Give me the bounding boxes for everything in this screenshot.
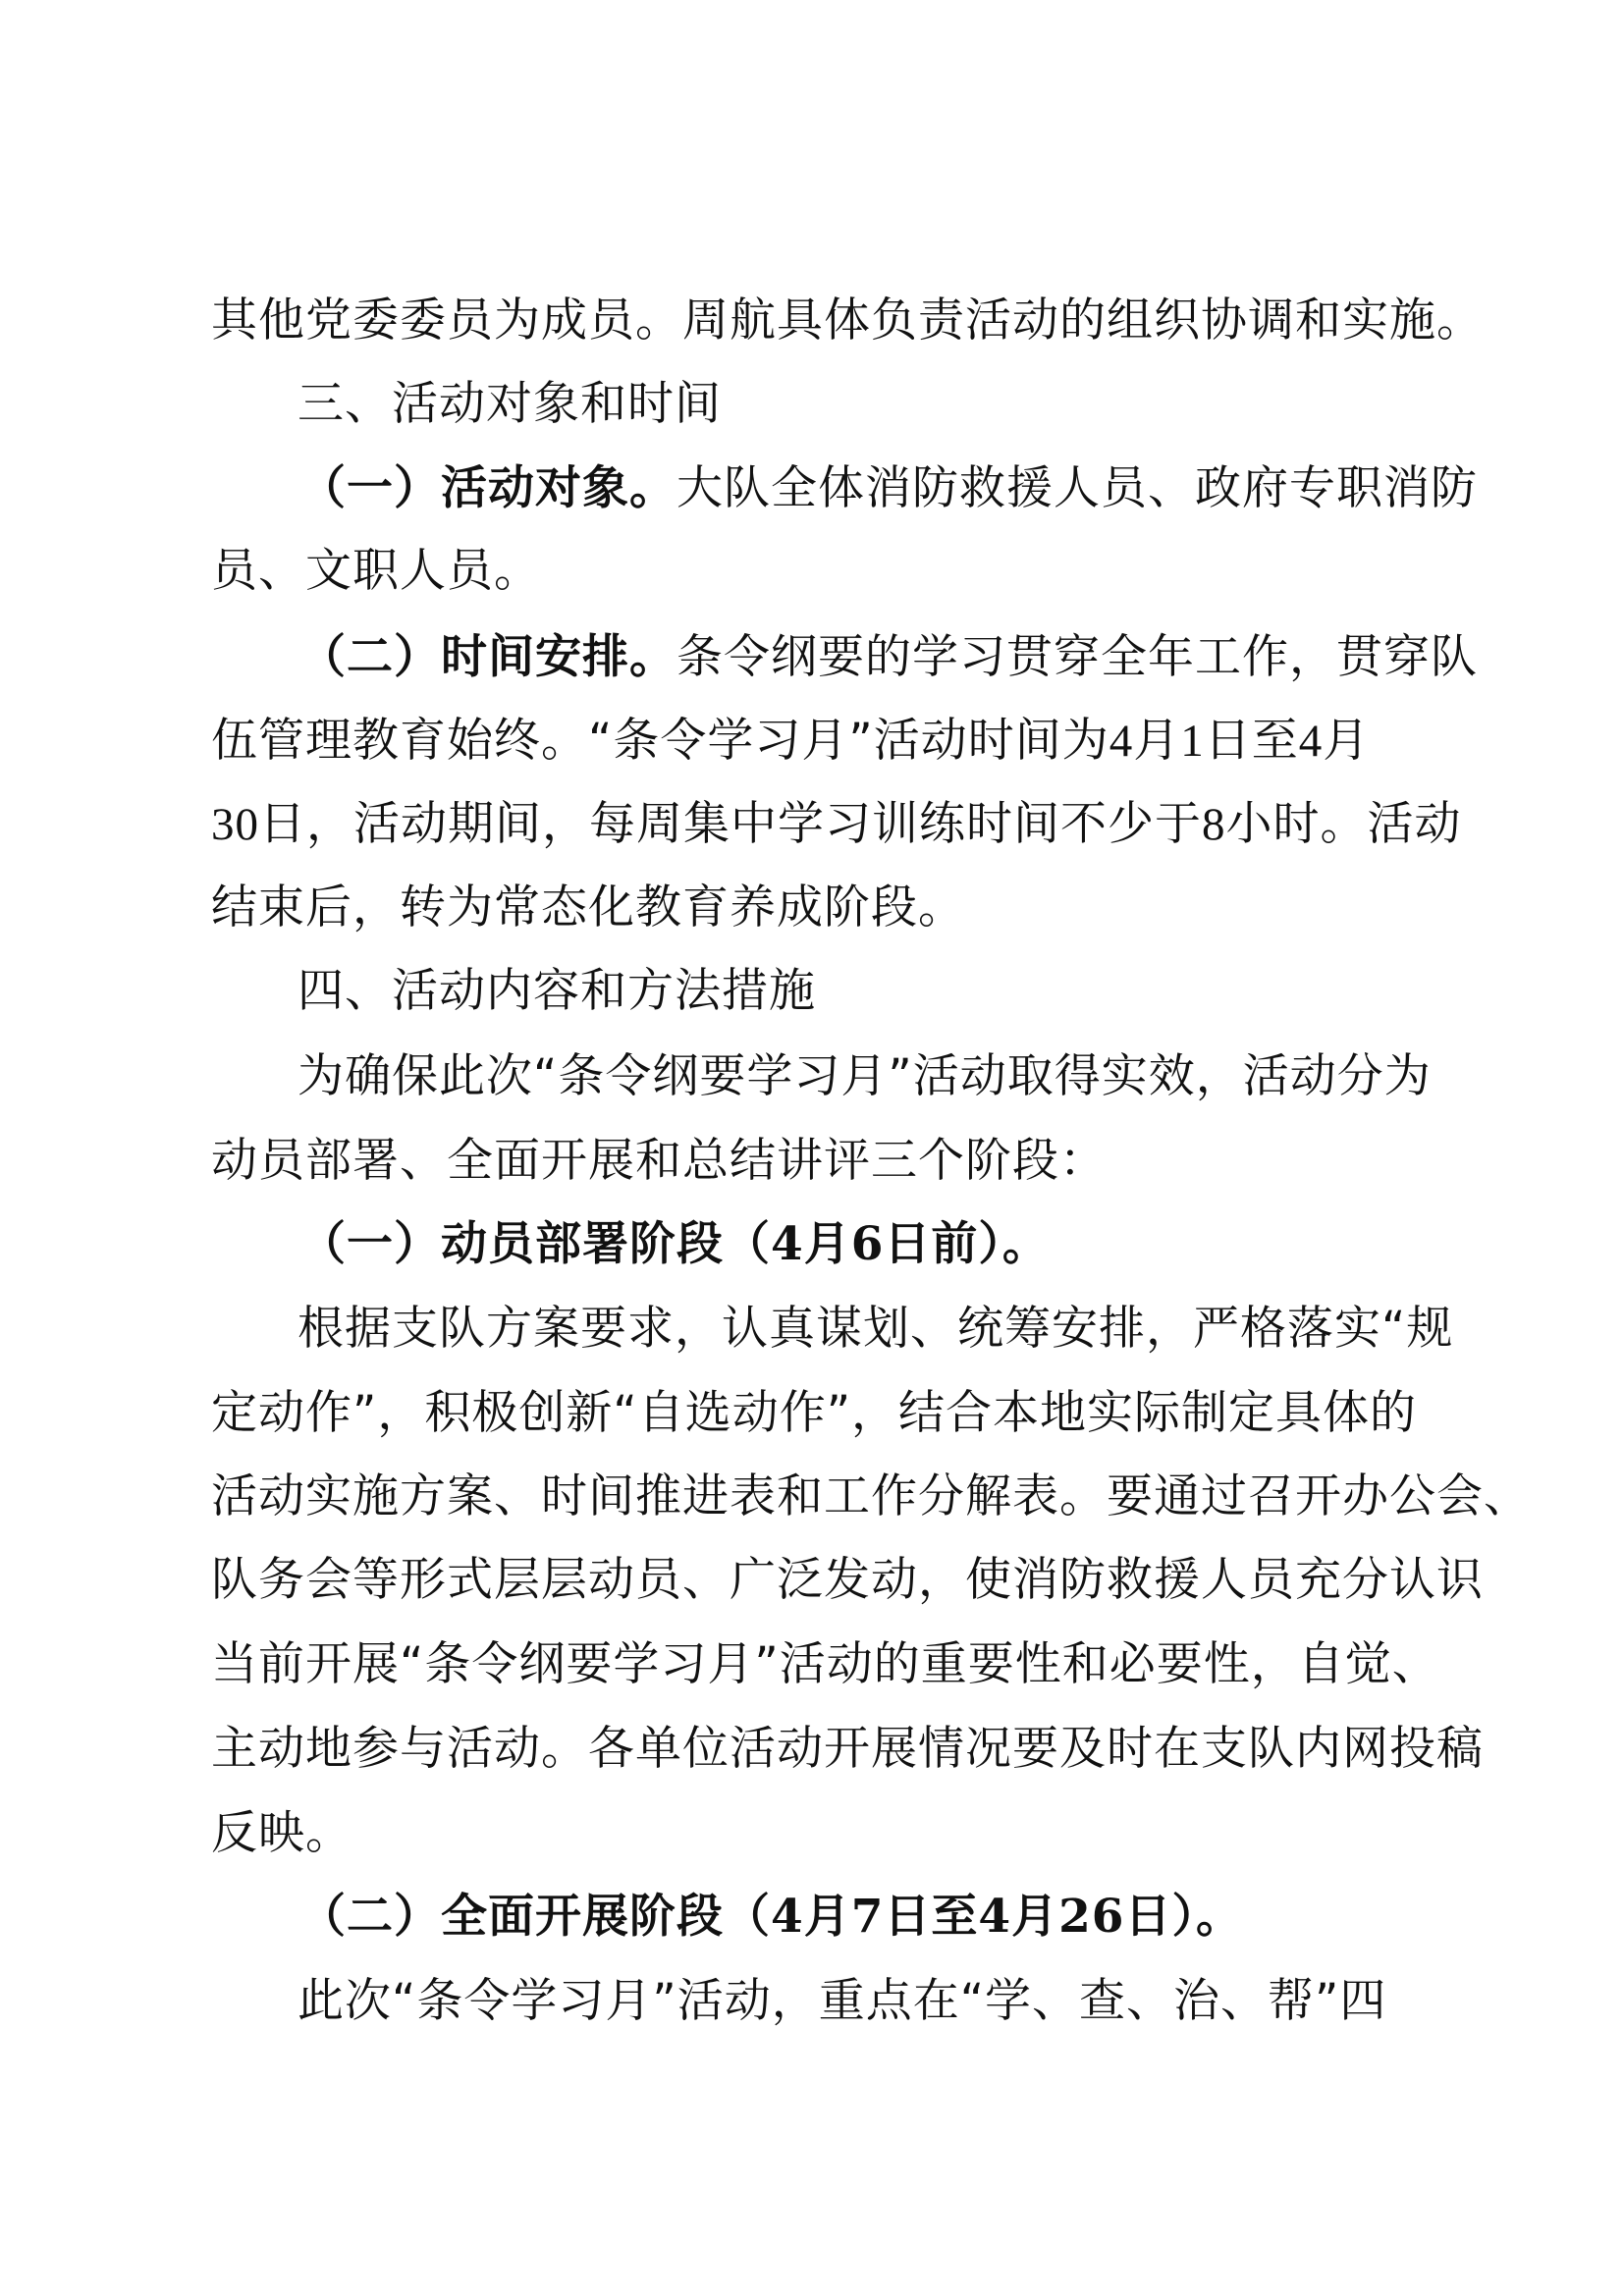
bold-heading-text: （二）全面开展阶段（4月7日至4月26日）。 (299, 1890, 1244, 1944)
body-text: 大队全体消防救援人员、政府专职消防 (676, 461, 1478, 515)
body-text: 活动实施方案、时间推进表和工作分解表。要通过召开办公会、 (211, 1469, 1531, 1523)
text-line-16 (211, 1551, 1484, 1610)
text-line-18 (211, 1720, 1484, 1779)
numeral-text: 8 (1202, 799, 1226, 850)
text-line-19 (211, 1804, 352, 1863)
numeral-text: 4 (1109, 716, 1134, 767)
text-line-6 (211, 712, 1370, 771)
text-line-5 (299, 628, 1478, 687)
body-text: 日，活动期间，每周集中学习训练时间不少于 (259, 797, 1202, 851)
body-text: 月 (1133, 714, 1181, 768)
body-text: 反映。 (211, 1806, 352, 1860)
body-text: 条令纲要的学习贯穿全年工作，贯穿队 (676, 630, 1478, 684)
body-text: 员、文职人员。 (211, 544, 541, 598)
text-line-8 (211, 879, 965, 937)
body-text: 伍管理教育始终。“条令学习月”活动时间为 (211, 714, 1109, 768)
bold-heading-text: （一）动员部署阶段（4月6日前）。 (299, 1217, 1050, 1271)
body-text: 日至 (1204, 714, 1299, 768)
body-text: 根据支队方案要求，认真谋划、统筹安排，严格落实“规 (298, 1302, 1454, 1356)
text-line-15 (211, 1468, 1531, 1526)
text-line-14 (211, 1384, 1417, 1443)
body-text: 队务会等形式层层动员、广泛发动，使消防救援人员充分认识 (211, 1553, 1484, 1607)
numeral-text: 4 (1298, 716, 1324, 767)
text-line-11 (211, 1132, 1107, 1191)
numeral-text: 30 (211, 799, 259, 850)
text-line-1 (211, 292, 1484, 350)
text-line-4 (211, 542, 541, 601)
numeral-text: 1 (1180, 716, 1205, 767)
body-text: 小时。活动 (1225, 797, 1462, 851)
text-line-2 (298, 375, 722, 434)
text-line-20 (299, 1888, 1243, 1947)
body-text: 结束后，转为常态化教育养成阶段。 (211, 881, 965, 934)
text-line-10 (298, 1047, 1432, 1106)
text-line-7 (211, 795, 1462, 854)
body-text: 月 (1323, 714, 1371, 768)
body-text: 三、活动对象和时间 (298, 377, 722, 431)
text-line-17 (211, 1635, 1439, 1694)
bold-heading-text: （二）时间安排。 (299, 630, 676, 684)
text-line-13 (298, 1300, 1453, 1359)
body-text: 动员部署、全面开展和总结讲评三个阶段： (211, 1134, 1107, 1188)
body-text: 为确保此次“条令纲要学习月”活动取得实效，活动分为 (298, 1049, 1432, 1103)
body-text: 此次“条令学习月”活动，重点在“学、查、治、帮”四 (298, 1974, 1387, 2028)
body-text: 主动地参与活动。各单位活动开展情况要及时在支队内网投稿 (211, 1722, 1484, 1776)
text-line-21 (298, 1972, 1386, 2031)
text-line-9 (298, 962, 816, 1021)
body-text: 当前开展“条令纲要学习月”活动的重要性和必要性，自觉、 (211, 1637, 1439, 1691)
body-text: 定动作”，积极创新“自选动作”，结合本地实际制定具体的 (211, 1386, 1418, 1440)
text-line-3 (299, 459, 1478, 518)
text-line-12 (299, 1215, 1050, 1274)
body-text: 其他党委委员为成员。周航具体负责活动的组织协调和实施。 (211, 294, 1484, 347)
bold-heading-text: （一）活动对象。 (299, 461, 676, 515)
body-text: 四、活动内容和方法措施 (298, 964, 816, 1018)
